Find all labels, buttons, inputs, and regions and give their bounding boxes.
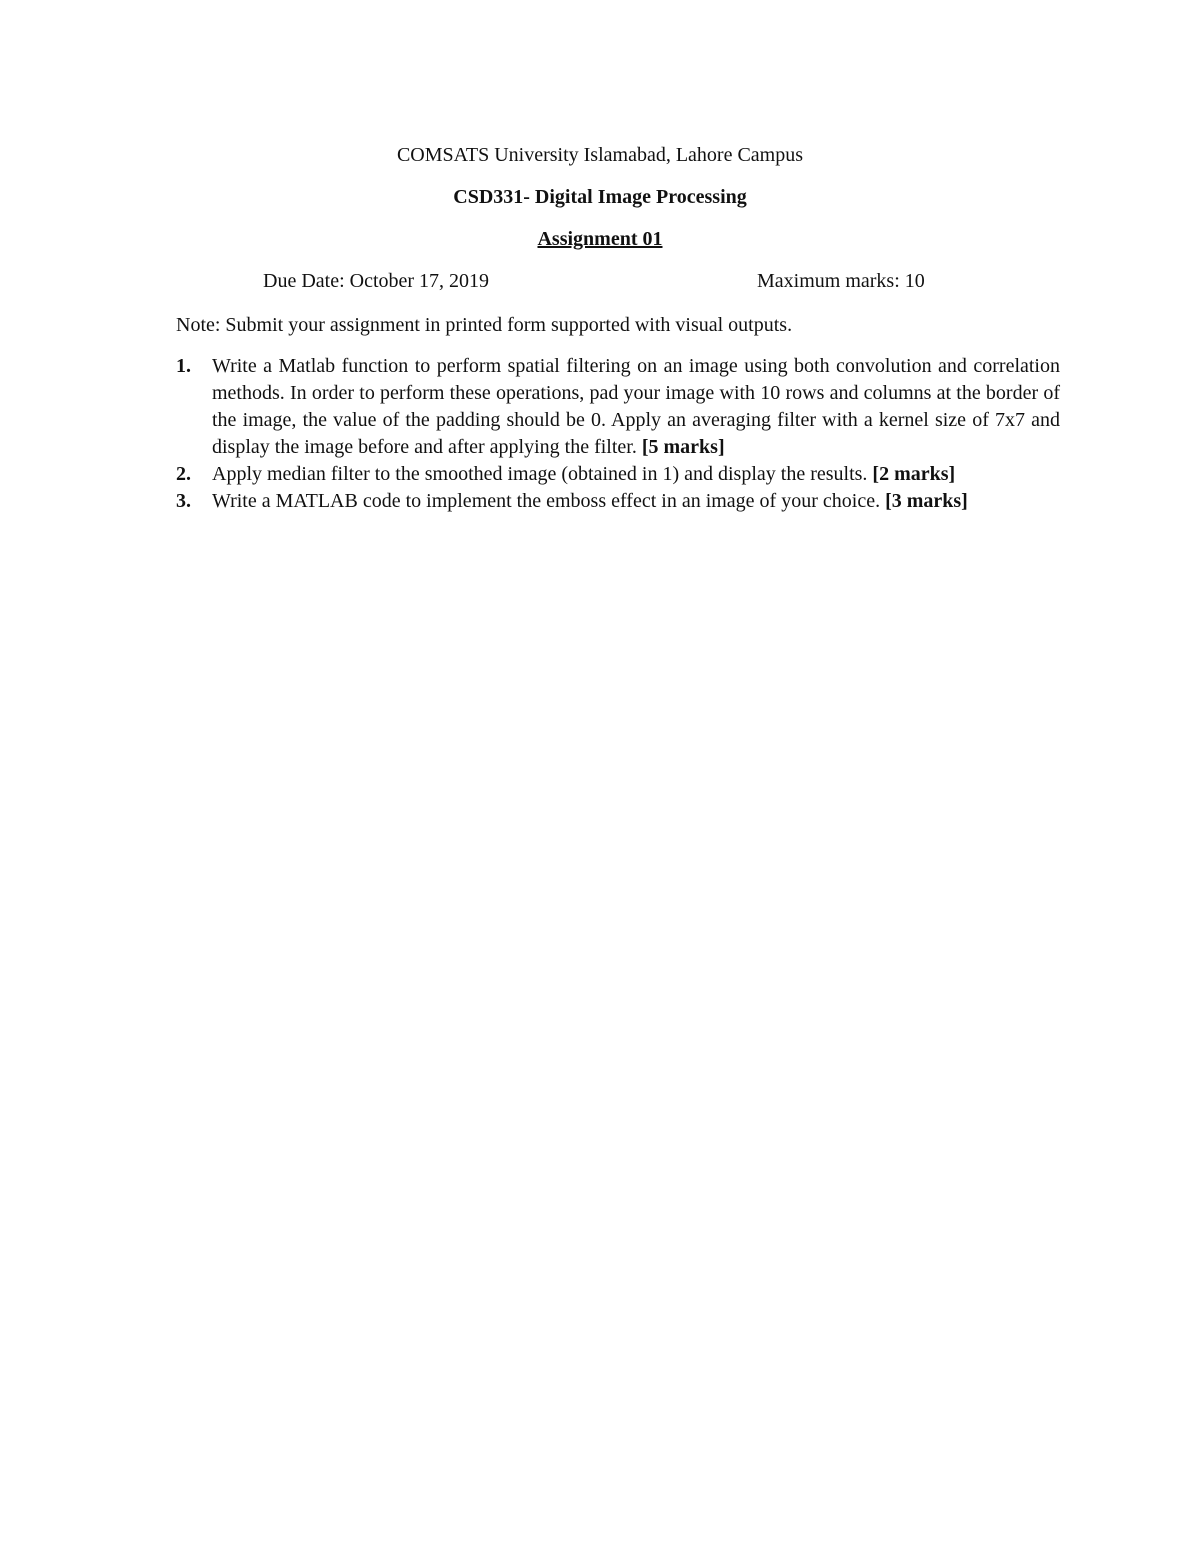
- question-1: [176, 353, 1060, 461]
- university-heading: COMSATS University Islamabad, Lahore Campus: [396, 144, 804, 166]
- question-marks: [2 marks]: [872, 463, 956, 485]
- question-text: Write a Matlab function to perform spatial filtering on an image using both convolution and correlation methods. In order to perform these operations, pad your image with 10 rows and columns at the border of the image, the value of the padding should be 0. Apply an averaging filter with a kernel size of 7x7 and display the image before and after applying the filter.: [212, 355, 1060, 458]
- question-3: [176, 488, 1060, 515]
- question-text: Apply median filter to the smoothed image (obtained in 1) and display the results.: [212, 463, 868, 485]
- assignment-title: Assignment 01: [537, 228, 663, 250]
- question-marks: [5 marks]: [641, 436, 725, 458]
- question-number: 1.: [176, 355, 191, 377]
- due-date: Due Date: October 17, 2019: [263, 270, 490, 292]
- question-body: [212, 488, 1060, 515]
- question-text: Write a MATLAB code to implement the emboss effect in an image of your choice.: [212, 490, 881, 512]
- question-body: [212, 461, 1060, 488]
- course-title: CSD331- Digital Image Processing: [453, 186, 747, 208]
- maximum-marks: Maximum marks: 10: [757, 270, 925, 292]
- question-2: [176, 461, 1060, 488]
- question-marks: [3 marks]: [885, 490, 968, 512]
- question-body: [212, 353, 1060, 461]
- submission-note: Note: Submit your assignment in printed form supported with visual outputs.: [176, 314, 793, 336]
- question-number: 3.: [176, 490, 191, 512]
- question-number: 2.: [176, 463, 191, 485]
